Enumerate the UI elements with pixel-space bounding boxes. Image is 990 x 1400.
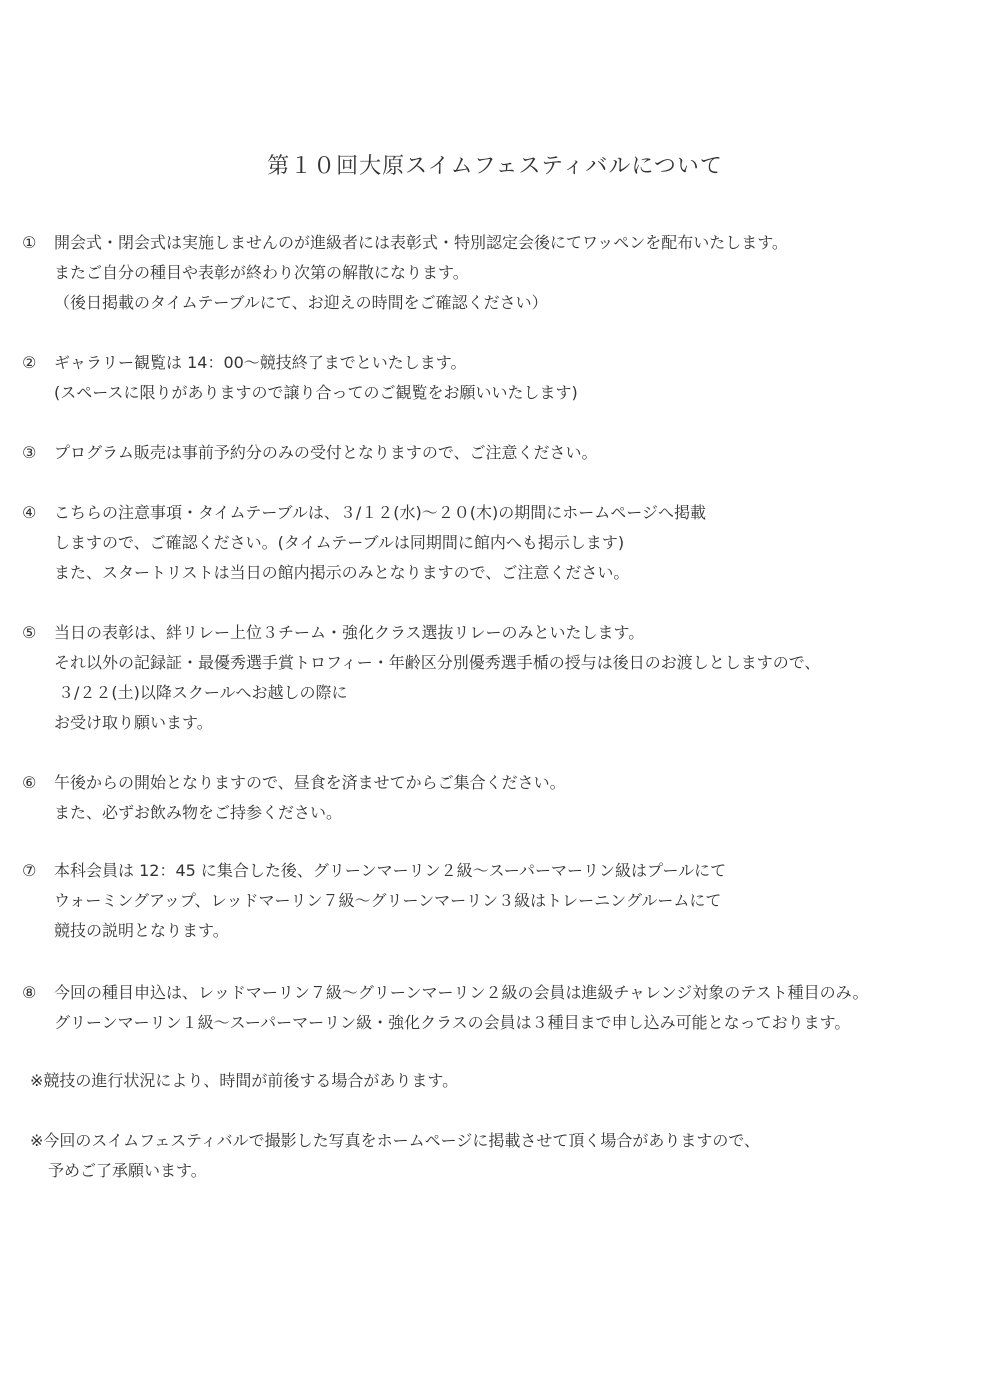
note-line: ※今回のスイムフェスティバルで撮影した写真をホームページに掲載させて頂く場合がありますので、	[30, 1131, 761, 1150]
notice-item-5	[22, 618, 977, 738]
item-line: また、必ずお飲み物をご持参ください。	[54, 803, 343, 822]
item-line: またご自分の種目や表彰が終わり次第の解散になります。	[54, 263, 469, 282]
note-line: 予めご了承願います。	[48, 1161, 207, 1180]
footnote-2	[30, 1126, 970, 1186]
footnote-1	[30, 1066, 970, 1096]
item-number: ⑦	[22, 861, 37, 880]
item-line: 午後からの開始となりますので、昼食を済ませてからご集合ください。	[54, 773, 566, 792]
item-line: プログラム販売は事前予約分のみの受付となりますので、ご注意ください。	[54, 443, 598, 462]
notice-item-7	[22, 856, 977, 946]
item-number: ⑥	[22, 773, 37, 792]
item-number: ②	[22, 353, 37, 372]
notice-item-8	[22, 978, 977, 1038]
notice-item-2	[22, 348, 977, 408]
item-line: 本科会員は 12：45 に集合した後、グリーンマーリン２級～スーパーマーリン級はプールにて	[54, 861, 727, 880]
notice-item-3	[22, 438, 977, 468]
item-line: 当日の表彰は、絆リレー上位３チーム・強化クラス選抜リレーのみといたします。	[54, 623, 645, 642]
page-title: 第１０回大原スイムフェスティバルについて	[267, 154, 723, 179]
item-line: しますので、ご確認ください。(タイムテーブルは同期間に館内へも掲示します)	[54, 533, 625, 552]
item-line: グリーンマーリン１級～スーパーマーリン級・強化クラスの会員は３種目まで申し込み可能となっております。	[54, 1013, 851, 1032]
item-line: 今回の種目申込は、レッドマーリン７級～グリーンマーリン２級の会員は進級チャレンジ対象のテスト種目のみ。	[54, 983, 869, 1002]
item-number: ③	[22, 443, 37, 462]
notice-item-4	[22, 498, 977, 588]
item-line: ３/２２(土)以降スクールへお越しの際に	[58, 683, 348, 702]
item-line: また、スタートリストは当日の館内掲示のみとなりますので、ご注意ください。	[54, 563, 630, 582]
item-line: ウォーミングアップ、レッドマーリン７級～グリーンマーリン３級はトレーニングルームにて	[54, 891, 722, 910]
notice-item-1	[22, 228, 977, 318]
item-line: お受け取り願います。	[54, 713, 213, 732]
item-line: (スペースに限りがありますので譲り合ってのご観覧をお願いいたします)	[54, 383, 578, 402]
item-line: （後日掲載のタイムテーブルにて、お迎えの時間をご確認ください）	[54, 293, 548, 312]
note-line: ※競技の進行状況により、時間が前後する場合があります。	[30, 1071, 459, 1090]
item-line: こちらの注意事項・タイムテーブルは、３/１２(水)～２０(木)の期間にホームページへ掲載	[54, 503, 706, 522]
item-number: ⑧	[22, 983, 37, 1002]
item-line: 開会式・閉会式は実施しませんのが進級者には表彰式・特別認定会後にてワッペンを配布いたします。	[54, 233, 788, 252]
item-number: ④	[22, 503, 37, 522]
item-number: ⑤	[22, 623, 37, 642]
item-line: それ以外の記録証・最優秀選手賞トロフィー・年齢区分別優秀選手楯の授与は後日のお渡しとしますので、	[54, 653, 821, 672]
notice-item-6	[22, 768, 977, 828]
item-line: ギャラリー観覧は 14：00～競技終了までといたします。	[54, 353, 467, 372]
item-line: 競技の説明となります。	[54, 921, 229, 940]
item-number: ①	[22, 233, 37, 252]
